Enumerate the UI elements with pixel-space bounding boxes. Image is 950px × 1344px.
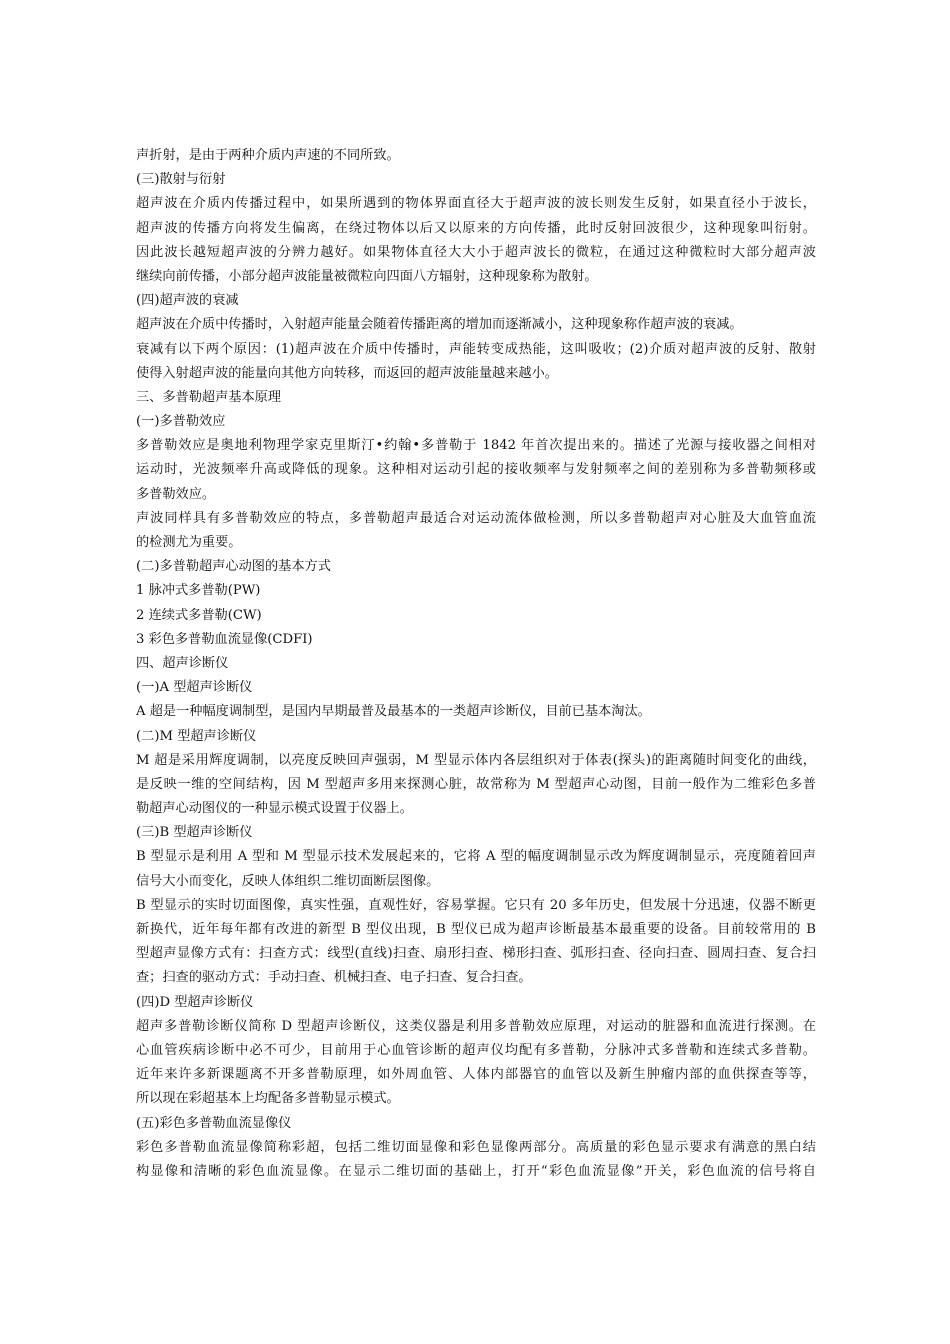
text-line: 三、多普勒超声基本原理	[136, 389, 282, 405]
text-line: 多普勒效应是奥地利物理学家克里斯汀•约翰•多普勒于 1842 年首次提出来的。描述了光源与接收器之间相对	[136, 438, 816, 454]
text-line: 继续向前传播，小部分超声波能量被微粒向四面八方辐射，这种现象称为散射。	[136, 268, 598, 284]
text-line: 查；扫查的驱动方式：手动扫查、机械扫查、电子扫查、复合扫查。	[136, 970, 532, 986]
text-line: 声折射，是由于两种介质内声速的不同所致。	[136, 148, 400, 163]
text-line: 衰减有以下两个原因：(1)超声波在介质中传播时，声能转变成热能，这叫吸收；(2)介质对超声波的反射、散射	[136, 341, 816, 357]
text-line: 超声多普勒诊断仪简称 D 型超声诊断仪，这类仪器是利用多普勒效应原理，对运动的脏器和血流进行探测。在	[136, 1018, 816, 1034]
text-line: 构显像和清晰的彩色血流显像。在显示二维切面的基础上，打开“彩色血流显像”开关，彩色血流的信号将自	[136, 1163, 816, 1179]
text-line: 型超声显像方式有：扫查方式：线型(直线)扫查、扇形扫查、梯形扫查、弧形扫查、径向扫查、圆周扫查、复合扫	[136, 946, 816, 962]
text-line: B 型显示是利用 A 型和 M 型显示技术发展起来的，它将 A 型的幅度调制显示改为辉度调制显示，亮度随着回声	[136, 849, 816, 865]
document-page	[136, 144, 816, 1184]
text-line: 勒超声心动图仪的一种显示模式设置于仪器上。	[136, 801, 413, 817]
text-line: (四)超声波的衰减	[136, 293, 239, 309]
text-line: 的检测尤为重要。	[136, 535, 242, 550]
text-line: 超声波在介质内传播过程中，如果所遇到的物体界面直径大于超声波的波长则发生反射，如果直径小于波长，	[136, 196, 816, 212]
text-line: 声波同样具有多普勒效应的特点，多普勒超声最适合对运动流体做检测，所以多普勒超声对心脏及大血管血流	[136, 510, 816, 526]
text-line: 所以现在彩超基本上均配备多普勒显示模式。	[136, 1091, 400, 1107]
text-line: (三)散射与衍射	[136, 172, 226, 188]
text-line: 超声波的传播方向将发生偏离，在绕过物体以后又以原来的方向传播，此时反射回波很少，这种现象叫衍射。	[136, 220, 816, 236]
text-line: (四)D 型超声诊断仪	[136, 994, 254, 1010]
text-line: (三)B 型超声诊断仪	[136, 825, 253, 841]
text-line: M 超是采用辉度调制，以亮度反映回声强弱，M 型显示体内各层组织对于体表(探头)的距离随时间变化的曲线，	[136, 752, 816, 768]
text-line: 使得入射超声波的能量向其他方向转移，而返回的超声波能量越来越小。	[136, 365, 558, 381]
text-line: 新换代，近年每年都有改进的新型 B 型仪出现，B 型仪已成为超声诊断最基本最重要的设备。目前较常用的 B	[136, 922, 816, 937]
text-line: B 型显示的实时切面图像，真实性强，直观性好，容易掌握。它只有 20 多年历史，但发展十分迅速，仪器不断更	[136, 897, 816, 913]
text-line: A 超是一种幅度调制型，是国内早期最普及最基本的一类超声诊断仪，目前已基本淘汰。	[136, 704, 651, 720]
text-line: 四、超声诊断仪	[136, 655, 229, 671]
text-line: (二)多普勒超声心动图的基本方式	[136, 559, 331, 575]
text-line: 多普勒效应。	[136, 486, 216, 502]
text-line: 彩色多普勒血流显像简称彩超，包括二维切面显像和彩色显像两部分。高质量的彩色显示要求有满意的黑白结	[136, 1139, 816, 1155]
text-line: 超声波在介质中传播时，入射超声能量会随着传播距离的增加而逐渐减小，这种现象称作超声波的衰减。	[136, 317, 743, 333]
text-line: 2 连续式多普勒(CW)	[136, 607, 262, 623]
text-line: 信号大小而变化，反映人体组织二维切面断层图像。	[136, 873, 440, 889]
text-line: (五)彩色多普勒血流显像仪	[136, 1115, 292, 1131]
text-line: 因此波长越短超声波的分辨力越好。如果物体直径大大小于超声波长的微粒，在通过这种微粒时大部分超声波	[136, 244, 816, 260]
text-line: 运动时，光波频率升高或降低的现象。这种相对运动引起的接收频率与发射频率之间的差别称为多普勒频移或	[136, 462, 816, 478]
text-line: (一)多普勒效应	[136, 414, 226, 430]
text-line: 3 彩色多普勒血流显像(CDFI)	[136, 631, 313, 647]
text-line: 1 脉冲式多普勒(PW)	[136, 583, 261, 599]
text-line: 心血管疾病诊断中必不可少，目前用于心血管诊断的超声仪均配有多普勒，分脉冲式多普勒和连续式多普勒。	[136, 1042, 816, 1058]
text-line: 近年来许多新课题离不开多普勒原理，如外周血管、人体内部器官的血管以及新生肿瘤内部的血供探查等等，	[136, 1067, 816, 1083]
text-line: (二)M 型超声诊断仪	[136, 728, 257, 744]
text-line: 是反映一维的空间结构，因 M 型超声多用来探测心脏，故常称为 M 型超声心动图，目前一般作为二维彩色多普	[136, 776, 816, 792]
text-line: (一)A 型超声诊断仪	[136, 680, 253, 696]
